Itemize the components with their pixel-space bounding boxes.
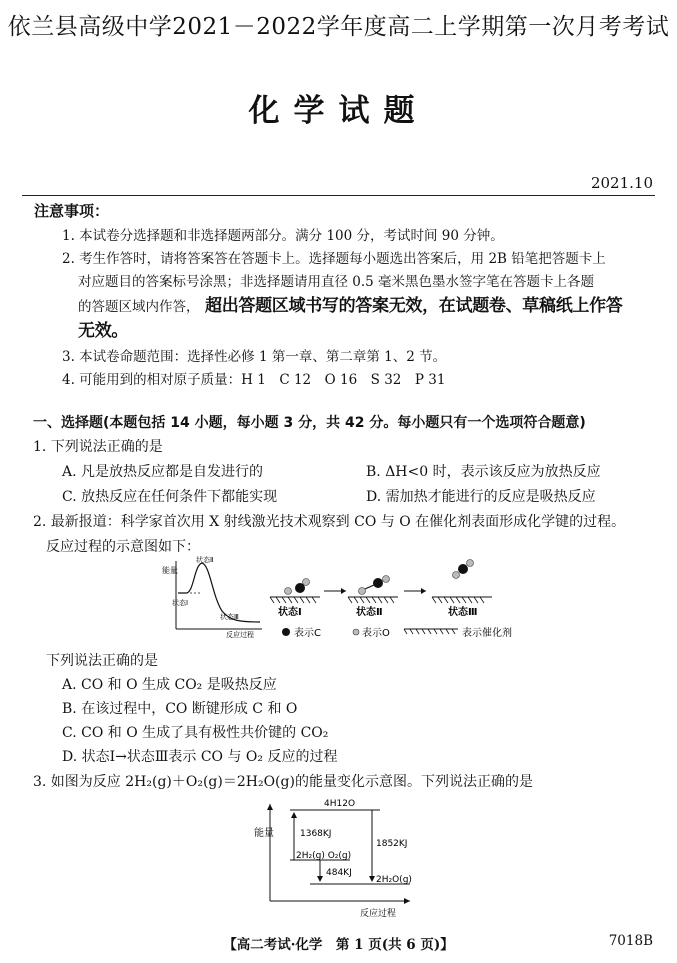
q3-energy-diagram	[250, 796, 420, 926]
q2-legend	[282, 626, 512, 639]
notice-item-3: 3. 本试卷命题范围：选择性必修 1 第一章、第二章第 1、2 节。	[62, 349, 447, 365]
header-rule	[22, 195, 655, 196]
subject-title: 化学试题	[248, 93, 429, 129]
notice-item-2: 2. 考生作答时，请将答案答在答题卡上。选择题每小题选出答案后，用 2B 铅笔把答题卡上	[62, 251, 606, 267]
q1-option-c: C. 放热反应在任何条件下都能实现	[62, 489, 278, 505]
q2-curve-state3-label: 状态Ⅲ	[220, 613, 239, 621]
q2-state-3	[432, 560, 492, 619]
q2-legend-c: 表示C	[294, 628, 321, 639]
q1-stem: 1. 下列说法正确的是	[33, 439, 163, 455]
q2-curve-state1-label: 状态Ⅰ	[172, 599, 189, 607]
q3-energy-1852: 1852KJ	[376, 839, 408, 849]
q3-reactants-label: 2H₂(g) O₂(g)	[296, 851, 352, 861]
exam-date: 2021.10	[590, 174, 653, 192]
q2-state-1-label: 状态Ⅰ	[278, 607, 302, 618]
q2-transition-label: 状态Ⅱ	[196, 556, 214, 564]
q2-option-b: B. 在该过程中，CO 断键形成 C 和 O	[62, 701, 298, 717]
exam-code: 7018B	[608, 933, 653, 949]
exam-title: 依兰县高级中学2021－2022学年度高二上学期第一次月考考试	[7, 14, 670, 40]
q3-energy-1368: 1368KJ	[300, 829, 332, 839]
q2-stem-2: 反应过程的示意图如下：	[46, 539, 200, 555]
q2-option-a: A. CO 和 O 生成 CO₂ 是吸热反应	[62, 677, 277, 693]
q3-energy-484: 484KJ	[326, 868, 352, 878]
page-footer: 【高二考试·化学 第 1 页(共 6 页)】	[223, 937, 454, 953]
q2-state-1	[270, 579, 320, 619]
notice-item-1: 1. 本试卷分选择题和非选择题两部分。满分 100 分，考试时间 90 分钟。	[62, 228, 504, 244]
notice-item-2-cont: 对应题目的答案标号涂黑；非选择题请用直径 0.5 毫米黑色墨水签字笔在答题卡上各题	[78, 274, 595, 290]
q2-stem: 2. 最新报道：科学家首次用 X 射线激光技术观察到 CO 与 O 在催化剂表面形成化学键的过程。	[33, 514, 626, 530]
q2-state-3-label: 状态Ⅲ	[448, 607, 478, 618]
q2-state-2-label: 状态Ⅱ	[356, 607, 383, 618]
q2-stem-3: 下列说法正确的是	[46, 653, 158, 669]
notice-heading: 注意事项：	[34, 202, 110, 220]
notice-item-2-cont2: 的答题区域内作答，	[78, 299, 200, 315]
q2-energy-graph	[162, 555, 262, 639]
notice-item-2-emphasis-end: 无效。	[78, 321, 129, 341]
q3-top-level-label: 4H12O	[324, 799, 356, 809]
q2-legend-o: 表示O	[362, 628, 390, 639]
q2-x-axis-label: 反应过程	[226, 631, 254, 639]
q3-stem: 3. 如图为反应 2H₂(g)＋O₂(g)＝2H₂O(g)的能量变化示意图。下列说法正确的是	[33, 774, 533, 790]
q2-option-d: D. 状态Ⅰ→状态Ⅲ表示 CO 与 O₂ 反应的过程	[62, 749, 338, 765]
notice-item-2-emphasis: 超出答题区域书写的答案无效，在试题卷、草稿纸上作答	[205, 296, 623, 316]
notice-item-4: 4. 可能用到的相对原子质量：H 1 C 12 O 16 S 32 P 31	[62, 372, 446, 388]
q1-option-d: D. 需加热才能进行的反应是吸热反应	[366, 489, 596, 505]
q1-option-a: A. 凡是放热反应都是自发进行的	[62, 464, 264, 480]
section-heading: 一、选择题(本题包括 14 小题，每小题 3 分，共 42 分。每小题只有一个选项符合题意)	[33, 415, 586, 431]
q1-option-b: B. ΔH<0 时，表示该反应为放热反应	[366, 464, 601, 480]
q3-x-axis-label: 反应过程	[360, 909, 397, 919]
q2-state-2	[348, 576, 398, 619]
q2-energy-axis-label: 能量	[162, 566, 178, 575]
q2-option-c: C. CO 和 O 生成了具有极性共价键的 CO₂	[62, 725, 329, 741]
q2-reaction-diagram	[160, 555, 560, 645]
q3-y-axis-label: 能量	[254, 828, 274, 839]
q2-legend-catalyst: 表示催化剂	[462, 628, 512, 639]
q3-products-label: 2H₂O(g)	[376, 875, 412, 885]
